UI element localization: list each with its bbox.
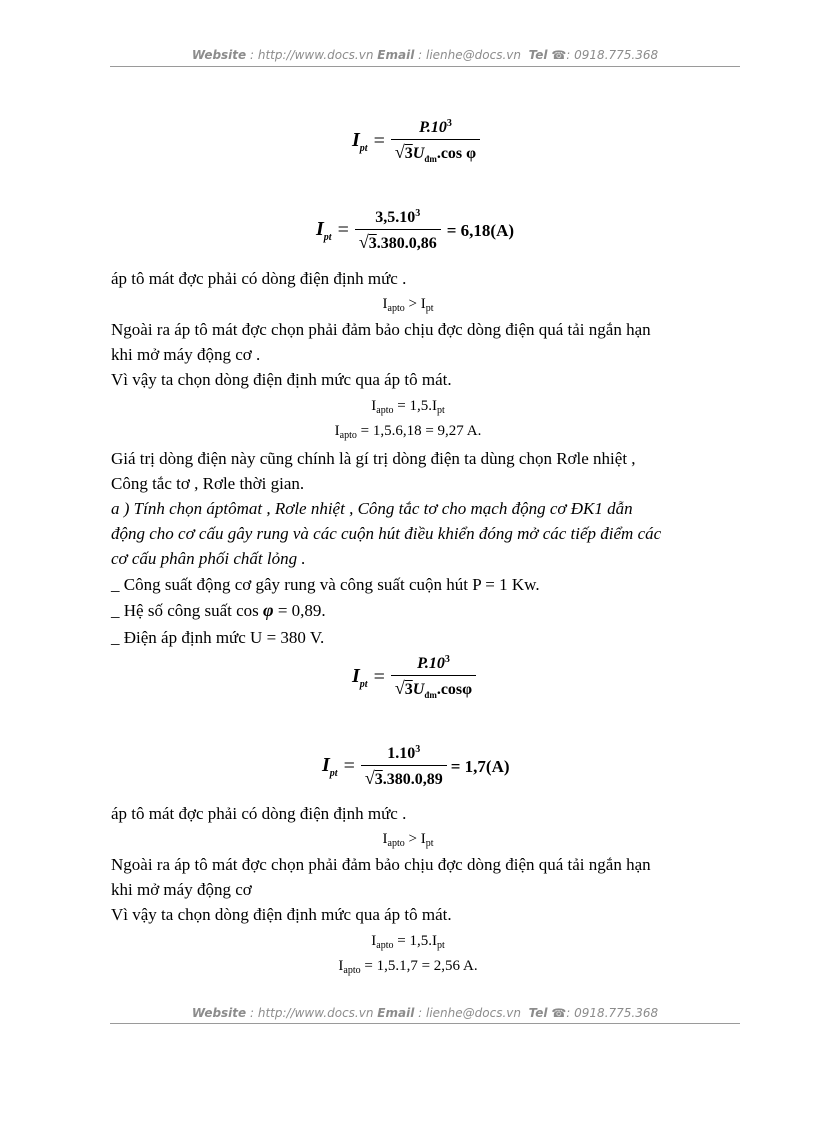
footer-tel-value: : 0918.775.368 xyxy=(566,1006,659,1020)
equation: $I_{apto} = 1,5.6,18 = 9,27$ A. xyxy=(334,423,482,441)
section-heading: a ) Tính chọn áptômat , Rơle nhiệt , Công tắc tơ cho mạch động cơ ĐK1 dẫn xyxy=(111,499,633,518)
header-website-link[interactable]: : http://www.docs.vn xyxy=(250,48,374,62)
paragraph: khi mở máy động cơ . xyxy=(111,345,261,364)
formula-ipt-general-1: $I_{pt}$ = $\frac{P.10^3}{√3U_{đm}.\cos \varphi}$ xyxy=(352,118,480,164)
footer-rule xyxy=(110,1023,740,1024)
paragraph: Công tắc tơ , Rơle thời gian. xyxy=(111,474,305,493)
footer-email-link[interactable]: : lienhe@docs.vn xyxy=(418,1006,521,1020)
footer-tel-label: Tel xyxy=(528,1006,548,1020)
formula-ipt-calc-2: $I_{pt}$ = $\frac{1.10^3}{√3.380.0,89}$ = 1,7(A) xyxy=(322,744,510,788)
footer-email-label: Email xyxy=(377,1006,415,1020)
equation: $I_{apto} = 1,5.I_{pt}$ xyxy=(371,398,445,416)
section-heading: cơ cấu phân phối chất lỏng . xyxy=(111,549,306,568)
footer-website-label: Website xyxy=(191,1006,247,1020)
header-website-label: Website xyxy=(191,48,247,62)
paragraph: áp tô mát đợc phải có dòng điện định mức . xyxy=(111,269,407,288)
header-email-link[interactable]: : lienhe@docs.vn xyxy=(418,48,521,62)
paragraph: Ngoài ra áp tô mát đợc chọn phải đảm bảo chịu đợc dòng điện quá tải ngắn hạn xyxy=(111,320,651,339)
header-email-label: Email xyxy=(377,48,415,62)
paragraph: áp tô mát đợc phải có dòng điện định mức . xyxy=(111,804,407,823)
list-item: _ Hệ số công suất cos φ = 0,89. xyxy=(111,600,326,620)
formula-ipt-calc-1: $I_{pt}$ = $\frac{3,5.10^3}{√3.380.0,86}$ = 6,18(A) xyxy=(316,208,515,252)
paragraph: Giá trị dòng điện này cũng chính là gí trị dòng điện ta dùng chọn Rơle nhiệt , xyxy=(111,449,636,468)
paragraph: khi mở máy động cơ xyxy=(111,880,252,899)
header-tel-value: : 0918.775.368 xyxy=(566,48,659,62)
footer-website-link[interactable]: : http://www.docs.vn xyxy=(250,1006,374,1020)
paragraph: Ngoài ra áp tô mát đợc chọn phải đảm bảo chịu đợc dòng điện quá tải ngắn hạn xyxy=(111,855,651,874)
header-tel-label: Tel xyxy=(528,48,548,62)
phone-icon: ☎ xyxy=(551,48,567,62)
paragraph: Vì vậy ta chọn dòng điện định mức qua áp tô mát. xyxy=(111,905,452,924)
inequality: $I_{apto} > I_{pt}$ xyxy=(382,296,434,314)
list-item: _ Điện áp định mức U = 380 V. xyxy=(111,628,325,647)
equation: $I_{apto} = 1,5.I_{pt}$ xyxy=(371,933,445,951)
page-header xyxy=(110,48,740,62)
formula-ipt-general-2: $I_{pt}$ = $\frac{P.10^3}{√3U_{đm}.\cos\varphi}$ xyxy=(352,654,476,700)
equation: $I_{apto} = 1,5.1,7 = 2,56$ A. xyxy=(338,958,478,976)
page-footer xyxy=(110,1006,740,1020)
paragraph: Vì vậy ta chọn dòng điện định mức qua áp tô mát. xyxy=(111,370,452,389)
inequality: $I_{apto} > I_{pt}$ xyxy=(382,831,434,849)
list-item: _ Công suất động cơ gây rung và công suất cuộn hút P = 1 Kw. xyxy=(111,575,540,594)
header-rule xyxy=(110,66,740,67)
phone-icon: ☎ xyxy=(551,1006,567,1020)
section-heading: động cho cơ cấu gây rung và các cuộn hút điều khiển đóng mở các tiếp điểm các xyxy=(111,524,662,543)
